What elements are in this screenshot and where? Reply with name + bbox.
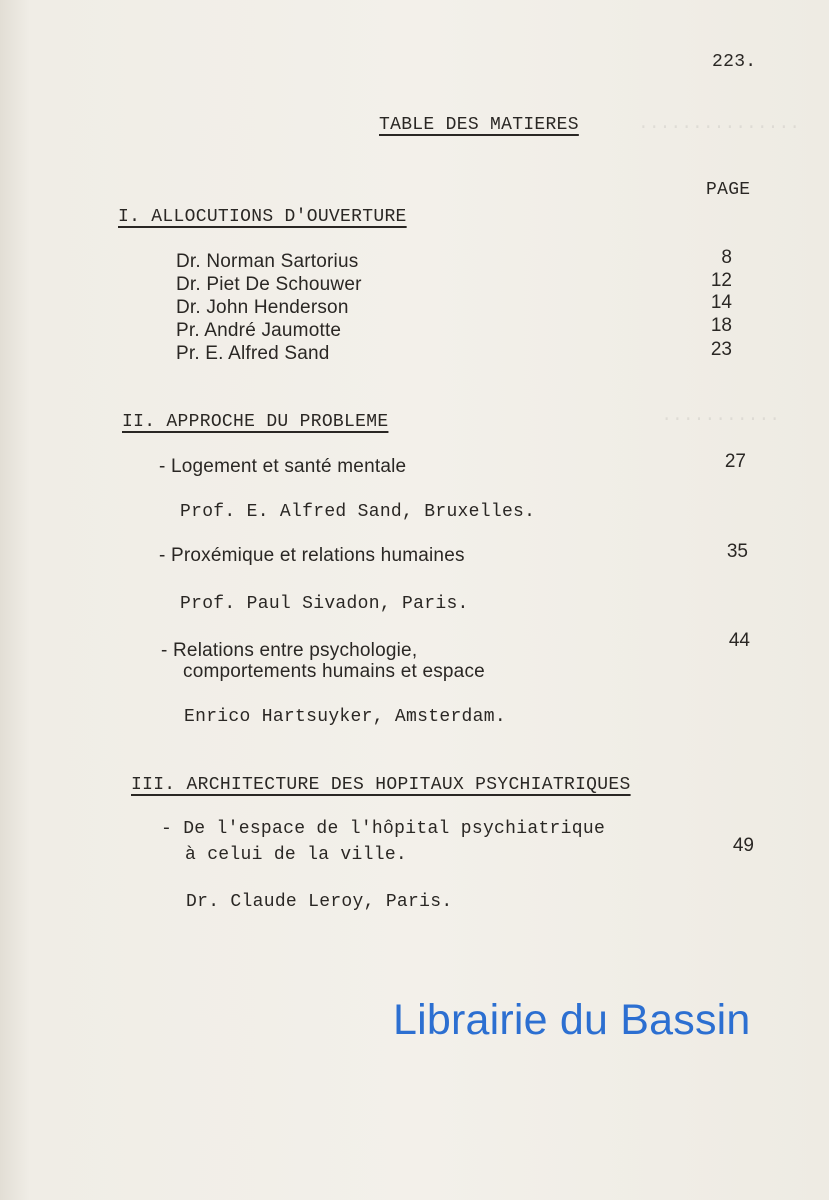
toc-item-title-continued: à celui de la ville. xyxy=(185,845,408,865)
toc-item-author: Enrico Hartsuyker, Amsterdam. xyxy=(184,707,506,727)
page-column-label: PAGE xyxy=(706,180,751,200)
toc-item-title: - Proxémique et relations humaines xyxy=(159,545,465,566)
toc-item-page: 35 xyxy=(726,541,748,562)
toc-item-title-continued: comportements humains et espace xyxy=(183,661,485,682)
watermark-text: Librairie du Bassin xyxy=(393,996,751,1044)
toc-entry-page: 23 xyxy=(710,339,732,360)
toc-entry-name: Dr. Piet De Schouwer xyxy=(176,274,362,295)
toc-item-page: 49 xyxy=(732,835,754,856)
toc-item-title: - Relations entre psychologie, xyxy=(161,640,418,661)
toc-item-title: - De l'espace de l'hôpital psychiatrique xyxy=(161,819,606,839)
section-1-heading: I. ALLOCUTIONS D'OUVERTURE xyxy=(118,207,407,227)
page-number: 223. xyxy=(712,52,757,72)
toc-title: TABLE DES MATIERES xyxy=(379,115,579,135)
toc-entry-page: 14 xyxy=(710,292,732,313)
section-2-heading: II. APPROCHE DU PROBLEME xyxy=(122,412,389,432)
show-through-text: ··············· xyxy=(637,118,800,138)
toc-item-author: Dr. Claude Leroy, Paris. xyxy=(186,892,453,912)
toc-entry-page: 12 xyxy=(710,270,732,291)
toc-entry-name: Pr. E. Alfred Sand xyxy=(176,343,330,364)
toc-entry-page: 8 xyxy=(721,247,732,268)
show-through-text: ··········· xyxy=(661,410,780,430)
toc-entry-page: 18 xyxy=(710,315,732,336)
section-3-heading: III. ARCHITECTURE DES HOPITAUX PSYCHIATRIQUES xyxy=(131,775,631,795)
toc-item-page: 27 xyxy=(724,451,746,472)
toc-item-author: Prof. Paul Sivadon, Paris. xyxy=(180,594,469,614)
toc-item-title: - Logement et santé mentale xyxy=(159,456,407,477)
toc-item-page: 44 xyxy=(728,630,750,651)
toc-item-author: Prof. E. Alfred Sand, Bruxelles. xyxy=(180,502,536,522)
toc-entry-name: Pr. André Jaumotte xyxy=(176,320,342,341)
toc-entry-name: Dr. John Henderson xyxy=(176,297,349,318)
toc-entry-name: Dr. Norman Sartorius xyxy=(176,251,359,272)
